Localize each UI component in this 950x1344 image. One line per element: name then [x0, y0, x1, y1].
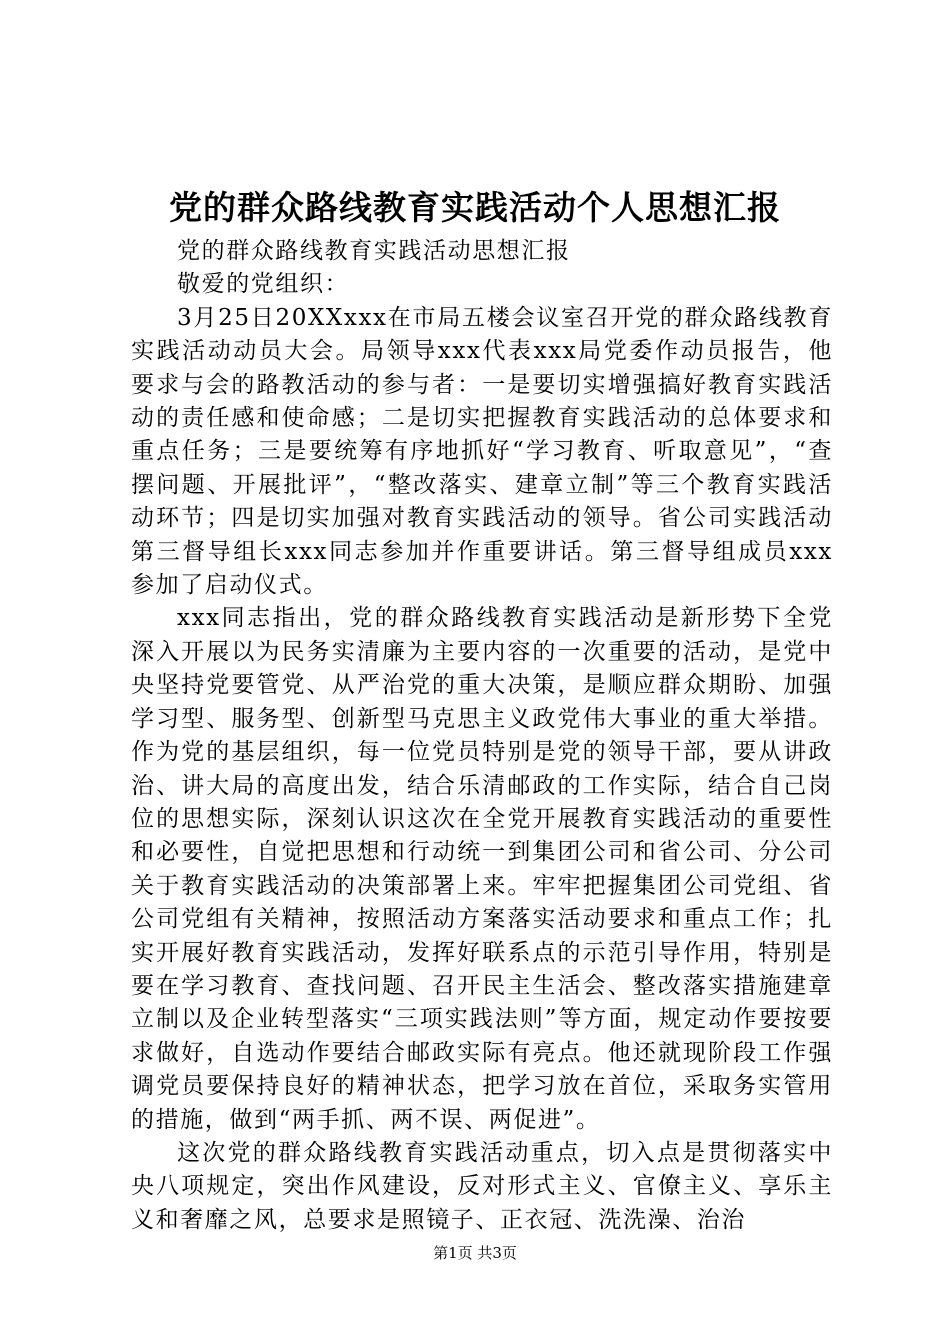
salutation-line: 敬爱的党组织： — [177, 271, 350, 298]
body-paragraph: xxx同志指出，党的群众路线教育实践活动是新形势下全党深入开展以为民务实清廉为主要内容的一次重要的活动，是党中央坚持党要管党、从严治党的重大决策，是顺应群众期盼、加强学习型、服务型、创新型马克思主义政党伟大事业的重大举措。作为党的基层组织，每一位党员特别是党的领导干部，要从讲政治、讲大局的高度出发，结合乐清邮政的工作实际，结合自己岗位的思想实际，深刻认识这次在全党开展教育实践活动的重要性和必要性，自觉把思想和行动统一到集团公司和省公司、分公司关于教育实践活动的决策部署上来。牢牢把握集团公司党组、省公司党组有关精神，按照活动方案落实活动要求和重点工作；扎实开展好教育实践活动，发挥好联系点的示范引导作用，特别是要在学习教育、查找问题、召开民主生活会、整改落实措施建章立制以及企业转型落实“三项实践法则”等方面，规定动作要按要求做好，自选动作要结合邮政实际有亮点。他还就现阶段工作强调党员要保持良好的精神状态，把学习放在首位，采取务实管用的措施，做到“两手抓、两不误、两促进”。 — [131, 605, 833, 1133]
document-body — [131, 235, 833, 1237]
subtitle-line: 党的群众路线教育实践活动思想汇报 — [177, 238, 571, 264]
body-paragraph: 这次党的群众路线教育实践活动重点，切入点是贯彻落实中央八项规定，突出作风建设，反对形式主义、官僚主义、享乐主义和奢靡之风，总要求是照镜子、正衣冠、洗洗澡、治治 — [131, 1139, 833, 1233]
document-title: 党的群众路线教育实践活动个人思想汇报 — [169, 188, 781, 227]
page-footer: 第1页 共3页 — [433, 1244, 517, 1262]
body-paragraph: 3月25日20XXxxx在市局五楼会议室召开党的群众路线教育实践活动动员大会。局领导xxx代表xxx局党委作动员报告，他要求与会的路教活动的参与者：一是要切实增强搞好教育实践活动的责任感和使命感；二是切实把握教育实践活动的总体要求和重点任务；三是要统筹有序地抓好“学习教育、听取意见”，“查摆问题、开展批评”，“整改落实、建章立制”等三个教育实践活动环节；四是切实加强对教育实践活动的领导。省公司实践活动第三督导组长xxx同志参加并作重要讲话。第三督导组成员xxx参加了启动仪式。 — [131, 304, 833, 599]
